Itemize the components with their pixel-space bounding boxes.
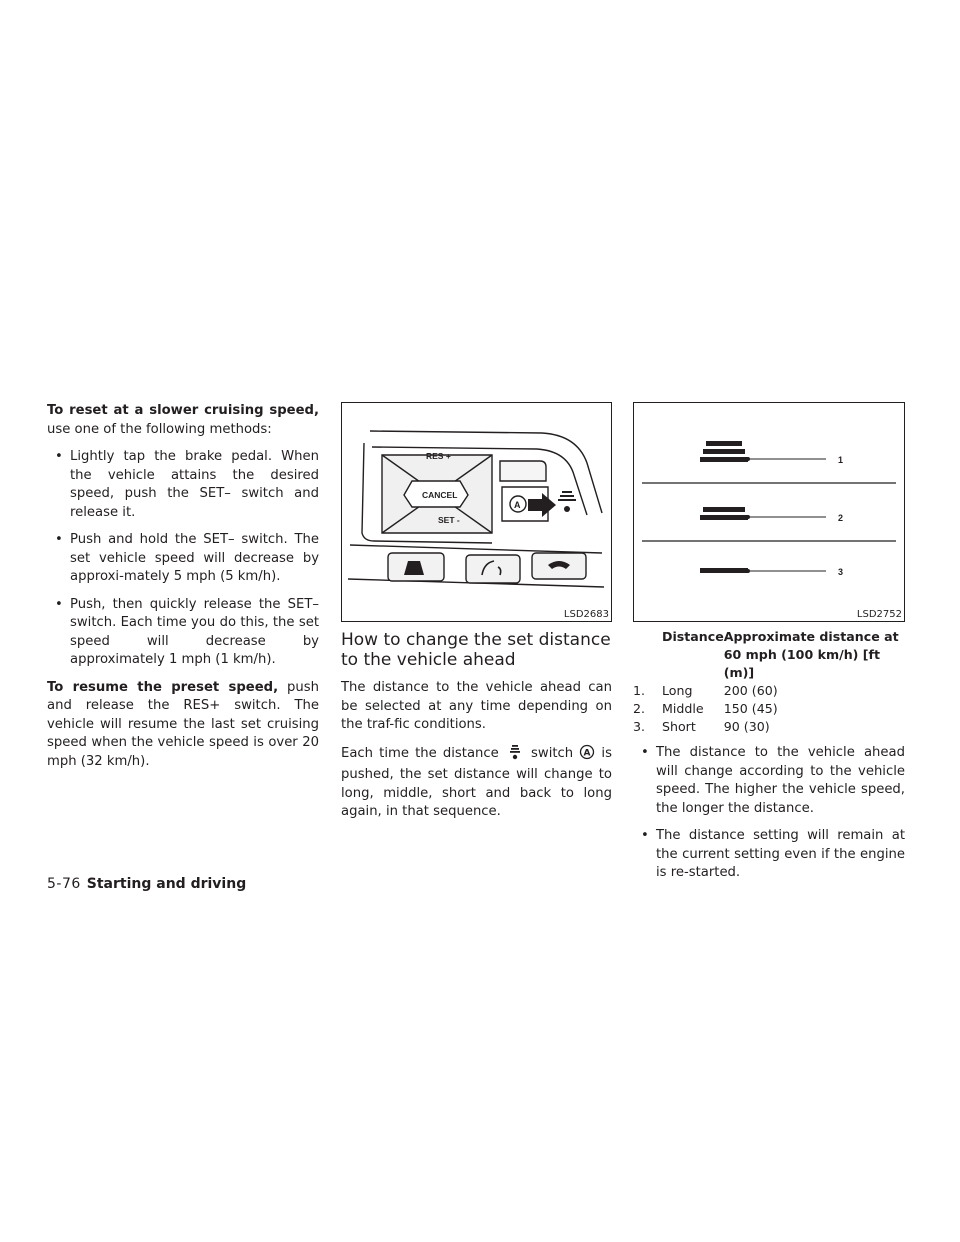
page-number: 5-76 — [47, 876, 81, 892]
list-item-text: The distance to the vehicle ahead will change according to the vehicle speed. The higher the vehicle speed, the longer the distance. — [656, 745, 905, 816]
row-value: 200 (60) — [723, 683, 778, 698]
long-distance-bars — [700, 441, 748, 462]
distance-notes-list — [633, 744, 905, 883]
distance-header: Distance — [662, 629, 724, 644]
para-text: Each time the distance — [341, 745, 499, 761]
table-row — [633, 682, 905, 700]
para-text: switch — [531, 745, 574, 761]
list-item-text: Lightly tap the brake pedal. When the vehicle attains the desired speed, push the SET– switch and release it. — [70, 449, 319, 520]
resume-text: push and release the RES+ switch. The vehicle will resume the last set cruising speed when the vehicle speed is over 20 mph (32 km/h). — [47, 679, 319, 769]
callout-a-icon — [579, 744, 595, 767]
figure-code: LSD2752 — [856, 609, 902, 620]
bullet-icon: • — [55, 449, 63, 464]
label-long: 1 — [838, 455, 844, 465]
list-item — [633, 827, 905, 883]
bullet-icon: • — [55, 532, 63, 547]
callout-a-label: A — [514, 500, 521, 510]
callout-a-text: A — [583, 748, 591, 759]
distance-setting-figure — [633, 402, 905, 622]
list-item — [47, 596, 319, 670]
row-number: 3. — [633, 719, 646, 734]
table-row — [633, 718, 905, 736]
list-item — [47, 448, 319, 522]
res-plus-label: RES + — [426, 451, 451, 461]
row-name: Short — [662, 719, 696, 734]
distance-intro-paragraph: The distance to the vehicle ahead can be selected at any time depending on the traf-fic conditions. — [341, 680, 612, 732]
resume-paragraph — [47, 679, 319, 772]
row-number: 1. — [633, 683, 646, 698]
distance-switch-icon — [505, 744, 525, 767]
para-text: is pushed, the set distance will change to long, middle, short and back to long again, in that sequence. — [341, 745, 612, 819]
table-row — [633, 700, 905, 718]
bullet-icon: • — [641, 828, 649, 843]
distance-switch-paragraph — [341, 744, 612, 822]
row-value: 150 (45) — [723, 701, 778, 716]
page-footer — [47, 876, 246, 892]
bullet-icon: • — [55, 596, 63, 612]
figure-code: LSD2683 — [563, 609, 609, 620]
list-item-text: Push, then quickly release the SET– switch. Each time you do this, the set speed will decrease by approximately 1 mph (1 km/h). — [70, 596, 319, 667]
reset-paragraph — [47, 402, 319, 439]
reset-method-list — [47, 448, 319, 670]
distance-table — [633, 628, 905, 736]
resume-heading: To resume the preset speed, — [47, 679, 279, 695]
list-item — [47, 531, 319, 587]
set-minus-label: SET - — [438, 515, 460, 525]
row-number: 2. — [633, 701, 646, 716]
column-right — [633, 402, 905, 892]
bullet-icon: • — [641, 745, 649, 760]
row-name: Long — [662, 683, 693, 698]
list-item-text: Push and hold the SET– switch. The set vehicle speed will decrease by approxi-mately 5 mph (5 km/h). — [70, 532, 319, 584]
column-left — [47, 402, 319, 780]
distance-section-heading: How to change the set distance to the vehicle ahead — [341, 630, 611, 670]
table-header-row — [633, 628, 905, 682]
reset-heading: To reset at a slower cruising speed, — [47, 403, 319, 418]
row-value: 90 (30) — [723, 719, 770, 734]
column-middle — [341, 402, 612, 831]
reset-intro: use one of the following methods: — [47, 421, 272, 437]
steering-switch-figure — [341, 402, 612, 622]
row-name: Middle — [662, 701, 704, 716]
cancel-label: CANCEL — [422, 490, 458, 500]
distance-setting-illustration — [634, 403, 904, 621]
short-distance-bars — [700, 568, 748, 573]
middle-distance-bars — [700, 507, 748, 520]
label-short: 3 — [838, 567, 844, 577]
steering-switch-illustration — [342, 403, 611, 621]
distance-switch-icon — [558, 491, 576, 512]
list-item-text: The distance setting will remain at the current setting even if the engine is re-started. — [656, 828, 905, 880]
approx-distance-header: Approximate distance at 60 mph (100 km/h) [ft (m)] — [723, 629, 899, 680]
section-title: Starting and driving — [86, 876, 247, 892]
label-middle: 2 — [838, 513, 844, 523]
list-item — [633, 744, 905, 818]
